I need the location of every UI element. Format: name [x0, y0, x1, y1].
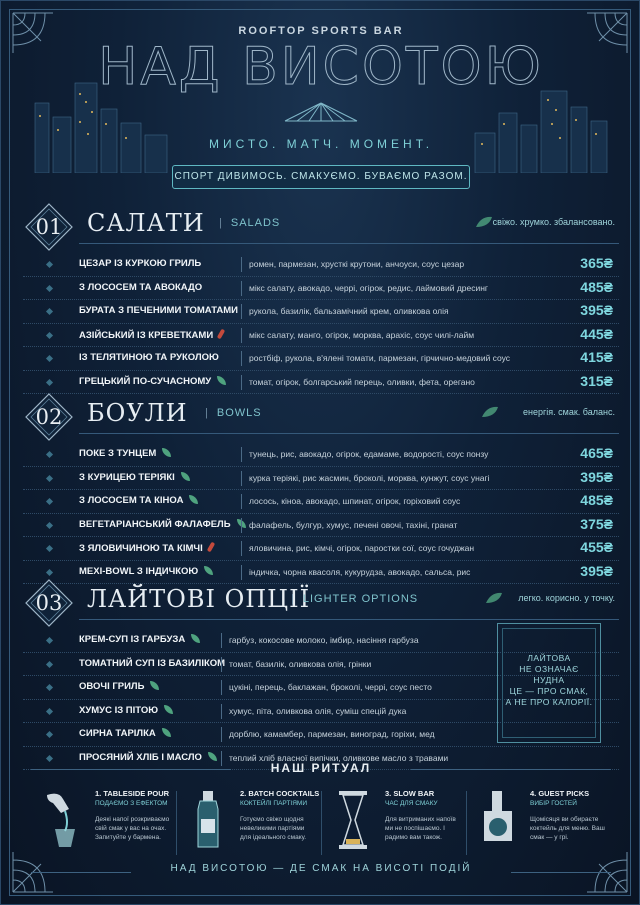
- ritual-title: НАШ РИТУАЛ: [270, 761, 372, 775]
- vegan-leaf-icon: [204, 566, 213, 575]
- item-price: 415₴: [580, 349, 613, 365]
- menu-items: [23, 253, 619, 394]
- menu-item: [23, 277, 619, 301]
- item-description: рукола, базилік, бальзамічний крем, оливкова олія: [249, 306, 449, 316]
- step-title: 4. GUEST PICKS: [530, 789, 590, 798]
- step-description: Деякі напої розкриваємо свій смак у вас на очах. Запитуйте у бармена.: [95, 816, 170, 841]
- item-separator: [241, 565, 242, 580]
- bullet-icon: [46, 451, 53, 458]
- item-price: 315₴: [580, 372, 613, 389]
- item-description: мікс салату, манго, огірок, морква, арахіс, соус чилі-лайм: [249, 329, 475, 340]
- item-separator: [241, 281, 242, 296]
- item-name: БУРАТА З ПЕЧЕНИМИ ТОМАТАМИ: [79, 305, 238, 316]
- bullet-icon: [46, 331, 53, 338]
- item-name: ПРОСЯНИЙ ХЛІБ І МАСЛО: [79, 751, 202, 763]
- section-title: ЛАЙТОВІ ОПЦІЇ: [87, 585, 311, 613]
- feather-icon: [485, 591, 503, 605]
- bullet-icon: [46, 474, 53, 481]
- bullet-icon: [46, 545, 53, 552]
- item-name-wrap: [79, 634, 200, 645]
- item-separator: [221, 727, 222, 742]
- bullet-icon: [46, 378, 53, 385]
- item-name: MEXI-BOWL З ІНДИЧКОЮ: [79, 565, 199, 577]
- art-deco-fan-icon: [283, 101, 359, 123]
- item-description: лосось, кіноа, авокадо, шпинат, огірок, горіховий соус: [249, 496, 461, 506]
- item-separator: [241, 494, 242, 509]
- section-rule: [79, 433, 619, 434]
- item-name: З ЛОСОСЕМ ТА АВОКАДО: [79, 281, 203, 293]
- section-note: свіжо. хрумко. збалансовано.: [492, 217, 615, 227]
- item-price: 445₴: [580, 325, 613, 342]
- section-number: 01: [35, 215, 63, 239]
- menu-item: [23, 443, 619, 467]
- vegan-leaf-icon: [162, 728, 171, 737]
- note-line: ЦЕ — ПРО СМАК,: [509, 686, 589, 696]
- ritual-step: [466, 783, 611, 863]
- item-separator: [241, 447, 242, 462]
- item-description: ростбіф, рукола, в'ялені томати, пармезан, гірчично-медовий соус: [249, 353, 511, 363]
- bullet-icon: [46, 521, 53, 528]
- bullet-icon: [46, 308, 53, 315]
- item-name-wrap: [79, 329, 223, 341]
- step-description: Для витриманих напоїв ми не поспішаємо. І радимо вам також.: [385, 816, 456, 841]
- note-line: ЛАЙТОВА: [527, 653, 571, 663]
- menu-section: [23, 393, 619, 584]
- item-name-wrap: [79, 448, 171, 459]
- ritual-steps: [31, 783, 611, 863]
- vegan-leaf-icon: [189, 495, 198, 504]
- menu-section: [23, 203, 619, 394]
- note-line: НЕ ОЗНАЧАЄ: [519, 664, 579, 674]
- item-name-wrap: [79, 258, 201, 269]
- bottle-icon: [184, 789, 232, 851]
- section-subtitle: | SALADS: [219, 217, 280, 229]
- item-name-wrap: [79, 495, 198, 506]
- chili-icon: [207, 542, 215, 553]
- section-header: [23, 393, 619, 439]
- item-name: ТОМАТНИЙ СУП ІЗ БАЗИЛІКОМ: [79, 657, 226, 669]
- item-description: хумус, піта, оливкова олія, суміш спецій дука: [229, 705, 407, 716]
- ritual-step: [176, 783, 321, 863]
- item-separator: [241, 375, 242, 390]
- bullet-icon: [46, 261, 53, 268]
- menu-item: [23, 347, 619, 371]
- item-name-wrap: [79, 705, 173, 716]
- vegan-leaf-icon: [164, 705, 173, 714]
- item-name: СИРНА ТАРІЛКА: [79, 728, 156, 739]
- item-separator: [241, 328, 242, 343]
- menu-item: [23, 324, 619, 348]
- hourglass-icon: [329, 789, 377, 851]
- vegan-leaf-icon: [208, 752, 217, 761]
- footer-text: НАД ВИСОТОЮ — ДЕ СМАК НА ВИСОТІ ПОДІЙ: [170, 863, 472, 874]
- item-name: ІЗ ТЕЛЯТИНОЮ ТА РУКОЛОЮ: [79, 352, 219, 363]
- bullet-icon: [46, 660, 53, 667]
- section-rule: [79, 619, 619, 620]
- item-name-wrap: [79, 728, 171, 739]
- ritual-step: [31, 783, 176, 863]
- item-description: цукіні, перець, баклажан, броколі, черрі, соус песто: [229, 682, 432, 692]
- item-name-wrap: [79, 282, 202, 293]
- vegan-leaf-icon: [191, 634, 200, 643]
- menu-item: [23, 537, 619, 561]
- item-description: фалафель, булгур, хумус, печені овочі, тахіні, гранат: [249, 519, 458, 530]
- menu-items: [23, 443, 619, 584]
- item-name-wrap: [79, 376, 226, 387]
- vegan-leaf-icon: [150, 681, 159, 690]
- item-price: 395₴: [580, 302, 613, 318]
- item-price: 395₴: [580, 562, 613, 579]
- section-rule: [79, 243, 619, 244]
- item-name: КРЕМ-СУП ІЗ ГАРБУЗА: [79, 634, 186, 645]
- item-description: ромен, пармезан, хрусткі крутони, анчоуси, соус цезар: [249, 259, 465, 269]
- item-separator: [221, 680, 222, 695]
- header: [1, 1, 640, 196]
- item-name: ПОКЕ З ТУНЦЕМ: [79, 448, 157, 459]
- item-description: дорблю, камамбер, пармезан, виноград, горіхи, мед: [229, 729, 435, 739]
- item-name: ОВОЧІ ГРИЛЬ: [79, 681, 145, 692]
- item-name: З КУРИЦЕЮ ТЕРІЯКІ: [79, 471, 175, 483]
- overline: ROOFTOP SPORTS BAR: [238, 25, 404, 37]
- item-price: 455₴: [580, 539, 613, 555]
- item-description: томат, базилік, оливкова олія, грінки: [229, 658, 372, 669]
- item-separator: [241, 471, 242, 486]
- menu-item: [23, 371, 619, 395]
- slogan-pill: СПОРТ ДИВИМОСЬ. СМАКУЄМО. БУВАЄМО РАЗОМ.: [172, 165, 470, 189]
- item-name-wrap: [79, 472, 190, 483]
- leaf-icon: [475, 215, 493, 229]
- item-name-wrap: [79, 542, 213, 554]
- foam-finger-icon: [474, 789, 522, 851]
- bullet-icon: [46, 284, 53, 291]
- lighter-note-inner: [502, 628, 596, 738]
- item-price: 465₴: [580, 445, 613, 461]
- item-name-wrap: [79, 305, 238, 316]
- chili-icon: [217, 328, 225, 339]
- item-separator: [241, 541, 242, 556]
- item-separator: [241, 518, 242, 533]
- footer-rule-right: [511, 872, 611, 873]
- vegan-leaf-icon: [181, 472, 190, 481]
- section-note: легко. корисно. у точку.: [518, 593, 615, 603]
- step-subtitle: ПОДАЄМО З ЕФЕКТОМ: [95, 800, 168, 807]
- item-description: томат, огірок, болгарський перець, оливки, фета, орегано: [249, 376, 475, 387]
- section-title: САЛАТИ: [87, 209, 205, 237]
- item-description: тунець, рис, авокадо, огірок, едамаме, водорості, соус понзу: [249, 449, 489, 459]
- bullet-icon: [46, 684, 53, 691]
- section-title: БОУЛИ: [87, 399, 188, 427]
- note-line: НУДНА: [533, 675, 565, 685]
- section-note: енергія. смак. баланс.: [523, 407, 615, 417]
- menu-item: [23, 514, 619, 538]
- item-name: ГРЕЦЬКИЙ ПО-СУЧАСНОМУ: [79, 375, 212, 387]
- step-subtitle: ВИБІР ГОСТЕЙ: [530, 800, 577, 807]
- page-title: НАД ВИСОТОЮ: [98, 37, 544, 97]
- item-separator: [221, 704, 222, 719]
- section-header: [23, 579, 619, 625]
- item-name-wrap: [79, 352, 219, 363]
- item-name: АЗІЙСЬКИЙ ІЗ КРЕВЕТКАМИ: [79, 329, 214, 341]
- item-price: 375₴: [580, 515, 613, 532]
- item-price: 365₴: [580, 255, 613, 271]
- bullet-icon: [46, 637, 53, 644]
- item-name: З ЛОСОСЕМ ТА КІНОА: [79, 495, 184, 506]
- bullet-icon: [46, 355, 53, 362]
- item-name-wrap: [79, 681, 159, 692]
- item-name-wrap: [79, 658, 225, 669]
- vegan-leaf-icon: [162, 448, 171, 457]
- note-line: А НЕ ПРО КАЛОРІЇ.: [505, 697, 593, 707]
- item-separator: [221, 657, 222, 672]
- step-description: Готуємо свіжо щодня невеликими партіями для ідеального смаку.: [240, 816, 307, 841]
- ritual-section: [31, 761, 611, 861]
- item-name: З ЯЛОВИЧИНОЮ ТА КІМЧІ: [79, 543, 203, 554]
- menu-item: [23, 300, 619, 324]
- lighter-note-box: [497, 623, 601, 743]
- item-description: яловичина, рис, кімчі, огірок, паростки сої, соус гочуджан: [249, 543, 475, 553]
- bullet-icon: [46, 568, 53, 575]
- menu-item: [23, 467, 619, 491]
- section-subtitle: | LIGHTER OPTIONS: [291, 593, 418, 605]
- item-description: мікс салату, авокадо, черрі, огірок, редис, лаймовий дресинг: [249, 282, 489, 293]
- item-separator: [241, 304, 242, 319]
- bullet-icon: [46, 731, 53, 738]
- item-separator: [221, 633, 222, 648]
- menu-item: [23, 490, 619, 514]
- pour-icon: [39, 789, 87, 851]
- item-name: ВЕГЕТАРІАНСЬКИЙ ФАЛАФЕЛЬ: [79, 518, 231, 530]
- item-description: гарбуз, кокосове молоко, імбир, насіння гарбуза: [229, 635, 419, 645]
- step-title: 2. BATCH COCKTAILS: [240, 789, 320, 798]
- step-subtitle: ЧАС ДЛЯ СМАКУ: [385, 800, 438, 807]
- section-number: 03: [35, 591, 63, 615]
- item-separator: [241, 351, 242, 366]
- item-name-wrap: [79, 519, 246, 530]
- item-price: 395₴: [580, 468, 613, 485]
- step-description: Щомісяця ви обираєте коктейль для меню. Ваш смак — у грі.: [530, 816, 605, 841]
- item-name: ХУМУС ІЗ ПІТОЮ: [79, 704, 159, 716]
- section-number: 02: [35, 405, 63, 429]
- item-description: курка теріякі, рис жасмин, броколі, морква, кунжут, соус унагі: [249, 472, 490, 483]
- menu-item: [23, 253, 619, 277]
- step-subtitle: КОКТЕЙЛІ ПАРТІЯМИ: [240, 800, 308, 807]
- item-price: 485₴: [580, 492, 613, 508]
- vegan-leaf-icon: [217, 376, 226, 385]
- section-header: [23, 203, 619, 249]
- item-name-wrap: [79, 566, 213, 577]
- section-subtitle: | BOWLS: [205, 407, 262, 419]
- item-price: 485₴: [580, 278, 613, 295]
- bullet-icon: [46, 498, 53, 505]
- step-title: 1. TABLESIDE POUR: [95, 789, 170, 798]
- bowl-icon: [481, 405, 499, 419]
- bullet-icon: [46, 707, 53, 714]
- item-separator: [241, 257, 242, 272]
- item-description: індичка, чорна квасоля, кукурудза, авокадо, сальса, рис: [249, 566, 471, 577]
- footer: [31, 863, 611, 881]
- item-description: теплий хліб власної випічки, оливкове масло з травами: [229, 752, 449, 763]
- footer-rule-left: [31, 872, 131, 873]
- tagline: МИСТО. МАТЧ. МОМЕНТ.: [208, 137, 434, 151]
- item-name: ЦЕЗАР ІЗ КУРКОЮ ГРИЛЬ: [79, 258, 202, 269]
- step-title: 3. SLOW BAR: [385, 789, 435, 798]
- ritual-step: [321, 783, 466, 863]
